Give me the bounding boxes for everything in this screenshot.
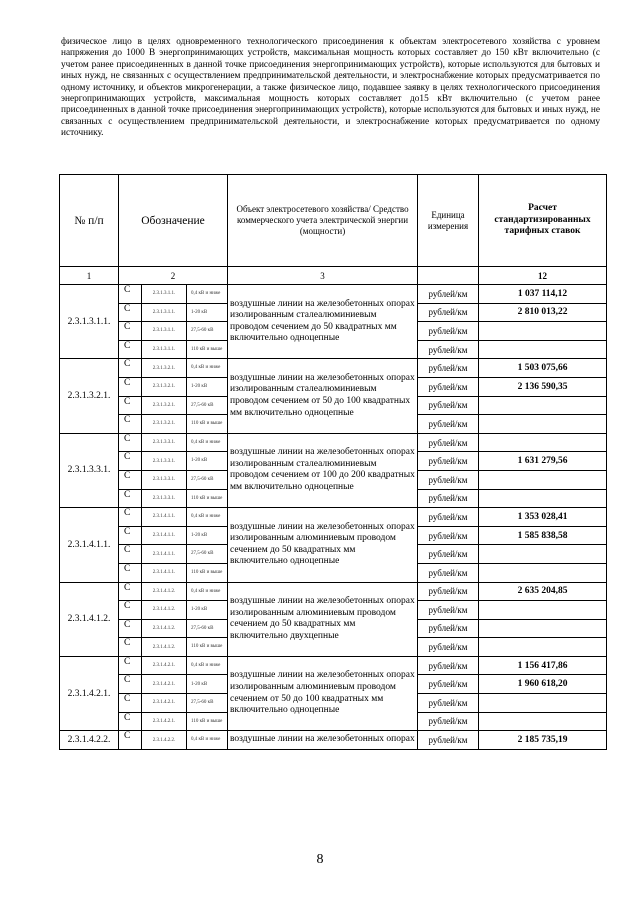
row-voltage: 27,5-60 кВ	[187, 694, 228, 713]
row-value	[479, 396, 607, 415]
table-row	[60, 508, 607, 527]
row-value	[479, 340, 607, 359]
row-voltage: 0,4 кВ и ниже	[187, 433, 228, 452]
row-voltage: 110 кВ и выше	[187, 489, 228, 508]
row-unit: рублей/км	[418, 340, 479, 359]
row-voltage: 1-20 кВ	[187, 452, 228, 471]
row-voltage: 0,4 кВ и ниже	[187, 656, 228, 675]
row-marker: С	[119, 377, 142, 396]
row-marker: С	[119, 508, 142, 527]
row-unit: рублей/км	[418, 396, 479, 415]
row-unit: рублей/км	[418, 731, 479, 750]
row-value: 1 037 114,12	[479, 285, 607, 304]
column-number: 3	[228, 267, 418, 285]
row-voltage: 110 кВ и выше	[187, 638, 228, 657]
row-subcode: 2.3.1.4.2.1.	[142, 694, 187, 713]
intro-paragraph: физическое лицо в целях одновременного технологического присоединения к объектам электросетевого хозяйства с уровнем напряжения до 1000 В энергопринимающих устройств, максимальная мощность которых составляет до 150 кВт включительно (с учетом ранее присоединенных в данной точке присоединения энергопринимающих устройств), которые используются для бытовых и иных нужд, не связанных с осуществлением предпринимательской деятельности, и электроснабжение которых предусматривается по одному источнику, и объектов микрогенерации, а также физическое лицо, подавшее заявку в целях технологического присоединения энергопринимающих устройств, максимальная мощность которых составляет до15 кВт включительно (с учетом ранее присоединенных в данной точке присоединения энергопринимающих устройств), которые используются для бытовых и иных нужд, не связанных с осуществлением предпринимательской деятельности, и электроснабжение которых предусматривается по одному источнику.	[61, 37, 600, 139]
row-subcode: 2.3.1.3.2.1.	[142, 415, 187, 434]
row-subcode: 2.3.1.3.3.1.	[142, 489, 187, 508]
row-subcode: 2.3.1.4.1.2.	[142, 638, 187, 657]
table-row	[60, 731, 607, 750]
table-row	[60, 433, 607, 452]
row-unit: рублей/км	[418, 638, 479, 657]
row-unit: рублей/км	[418, 619, 479, 638]
row-subcode: 2.3.1.4.1.2.	[142, 582, 187, 601]
row-subcode: 2.3.1.4.1.2.	[142, 619, 187, 638]
row-voltage: 0,4 кВ и ниже	[187, 508, 228, 527]
table-row	[60, 656, 607, 675]
row-unit: рублей/км	[418, 712, 479, 731]
row-unit: рублей/км	[418, 303, 479, 322]
column-number-row	[60, 267, 607, 285]
row-unit: рублей/км	[418, 656, 479, 675]
row-voltage: 27,5-60 кВ	[187, 470, 228, 489]
row-subcode: 2.3.1.4.1.1.	[142, 526, 187, 545]
row-voltage: 0,4 кВ и ниже	[187, 285, 228, 304]
row-marker: С	[119, 694, 142, 713]
row-subcode: 2.3.1.3.2.1.	[142, 359, 187, 378]
row-subcode: 2.3.1.4.1.2.	[142, 601, 187, 620]
row-value: 2 810 013,22	[479, 303, 607, 322]
row-value: 1 631 279,56	[479, 452, 607, 471]
header-designation: Обозначение	[119, 175, 228, 267]
row-voltage: 110 кВ и выше	[187, 563, 228, 582]
row-subcode: 2.3.1.4.2.1.	[142, 675, 187, 694]
row-value: 1 156 417,86	[479, 656, 607, 675]
row-unit: рублей/км	[418, 694, 479, 713]
row-subcode: 2.3.1.3.2.1.	[142, 396, 187, 415]
column-number	[418, 267, 479, 285]
row-voltage: 27,5-60 кВ	[187, 545, 228, 564]
row-marker: С	[119, 452, 142, 471]
row-voltage: 0,4 кВ и ниже	[187, 731, 228, 750]
row-value: 1 585 838,58	[479, 526, 607, 545]
row-voltage: 27,5-60 кВ	[187, 619, 228, 638]
row-subcode: 2.3.1.4.1.1.	[142, 545, 187, 564]
row-description: воздушные линии на железобетонных опорах изолированным сталеалюминиевым проводом сечением от 100 до 200 квадратных мм включительно одноцепные	[228, 433, 418, 507]
row-unit: рублей/км	[418, 322, 479, 341]
row-subcode: 2.3.1.3.2.1.	[142, 377, 187, 396]
row-marker: С	[119, 526, 142, 545]
tariff-table	[59, 174, 607, 750]
row-value	[479, 712, 607, 731]
row-value	[479, 433, 607, 452]
row-subcode: 2.3.1.4.2.1.	[142, 712, 187, 731]
row-marker: С	[119, 619, 142, 638]
column-number: 12	[479, 267, 607, 285]
header-calc: Расчет стандартизированных тарифных ставок	[479, 175, 607, 267]
row-voltage: 110 кВ и выше	[187, 340, 228, 359]
row-subcode: 2.3.1.4.1.1.	[142, 508, 187, 527]
row-code: 2.3.1.4.1.1.	[60, 508, 119, 582]
row-unit: рублей/км	[418, 452, 479, 471]
row-voltage: 27,5-60 кВ	[187, 322, 228, 341]
row-value	[479, 470, 607, 489]
row-marker: С	[119, 396, 142, 415]
row-marker: С	[119, 712, 142, 731]
row-voltage: 1-20 кВ	[187, 601, 228, 620]
row-description: воздушные линии на железобетонных опорах изолированным алюминиевым проводом сечением до 50 квадратных мм включительно двухцепные	[228, 582, 418, 656]
row-voltage: 27,5-60 кВ	[187, 396, 228, 415]
row-value: 2 136 590,35	[479, 377, 607, 396]
row-description: воздушные линии на железобетонных опорах изолированным алюминиевым проводом сечением от 50 до 100 квадратных мм включительно одноцепные	[228, 656, 418, 730]
row-marker: С	[119, 322, 142, 341]
row-description: воздушные линии на железобетонных опорах	[228, 731, 418, 750]
row-code: 2.3.1.4.2.2.	[60, 731, 119, 750]
row-unit: рублей/км	[418, 582, 479, 601]
row-subcode: 2.3.1.3.1.1.	[142, 303, 187, 322]
row-value	[479, 415, 607, 434]
row-unit: рублей/км	[418, 377, 479, 396]
row-unit: рублей/км	[418, 433, 479, 452]
row-subcode: 2.3.1.3.3.1.	[142, 433, 187, 452]
row-marker: С	[119, 340, 142, 359]
row-marker: С	[119, 415, 142, 434]
row-voltage: 110 кВ и выше	[187, 712, 228, 731]
row-value	[479, 601, 607, 620]
header-num: № п/п	[60, 175, 119, 267]
row-unit: рублей/км	[418, 359, 479, 378]
row-code: 2.3.1.4.1.2.	[60, 582, 119, 656]
row-value	[479, 619, 607, 638]
row-marker: С	[119, 359, 142, 378]
row-marker: С	[119, 489, 142, 508]
row-marker: С	[119, 563, 142, 582]
row-voltage: 110 кВ и выше	[187, 415, 228, 434]
row-subcode: 2.3.1.3.1.1.	[142, 340, 187, 359]
row-subcode: 2.3.1.4.2.1.	[142, 656, 187, 675]
row-marker: С	[119, 638, 142, 657]
row-unit: рублей/км	[418, 470, 479, 489]
row-marker: С	[119, 303, 142, 322]
row-value: 2 635 204,85	[479, 582, 607, 601]
row-unit: рублей/км	[418, 675, 479, 694]
row-subcode: 2.3.1.4.1.1.	[142, 563, 187, 582]
page-number: 8	[316, 852, 324, 867]
header-unit: Единица измерения	[418, 175, 479, 267]
row-description: воздушные линии на железобетонных опорах изолированным сталеалюминиевым проводом сечением от 50 до 100 квадратных мм включительно одноцепные	[228, 359, 418, 433]
header-object: Объект электросетевого хозяйства/ Средство коммерческого учета электрической энергии (мощности)	[228, 175, 418, 267]
row-marker: С	[119, 582, 142, 601]
row-description: воздушные линии на железобетонных опорах изолированным алюминиевым проводом сечением до 50 квадратных мм включительно одноцепные	[228, 508, 418, 582]
row-unit: рублей/км	[418, 545, 479, 564]
row-marker: С	[119, 601, 142, 620]
row-value: 1 960 618,20	[479, 675, 607, 694]
row-marker: С	[119, 675, 142, 694]
row-code: 2.3.1.3.3.1.	[60, 433, 119, 507]
row-value	[479, 638, 607, 657]
row-voltage: 1-20 кВ	[187, 526, 228, 545]
row-value: 1 503 075,66	[479, 359, 607, 378]
row-subcode: 2.3.1.3.3.1.	[142, 452, 187, 471]
row-subcode: 2.3.1.3.1.1.	[142, 285, 187, 304]
row-unit: рублей/км	[418, 285, 479, 304]
column-number: 1	[60, 267, 119, 285]
row-unit: рублей/км	[418, 489, 479, 508]
row-subcode: 2.3.1.4.2.2.	[142, 731, 187, 750]
row-code: 2.3.1.3.1.1.	[60, 285, 119, 359]
row-value	[479, 322, 607, 341]
row-unit: рублей/км	[418, 508, 479, 527]
row-value	[479, 545, 607, 564]
table-row	[60, 285, 607, 304]
header-row	[60, 175, 607, 267]
row-value	[479, 694, 607, 713]
row-voltage: 0,4 кВ и ниже	[187, 582, 228, 601]
row-unit: рублей/км	[418, 415, 479, 434]
row-subcode: 2.3.1.3.1.1.	[142, 322, 187, 341]
row-value: 1 353 028,41	[479, 508, 607, 527]
row-value	[479, 563, 607, 582]
row-code: 2.3.1.3.2.1.	[60, 359, 119, 433]
table-row	[60, 582, 607, 601]
row-marker: С	[119, 433, 142, 452]
row-marker: С	[119, 656, 142, 675]
row-voltage: 1-20 кВ	[187, 675, 228, 694]
row-voltage: 1-20 кВ	[187, 303, 228, 322]
row-value: 2 185 735,19	[479, 731, 607, 750]
row-description: воздушные линии на железобетонных опорах изолированным сталеалюминиевым проводом сечением до 50 квадратных мм включительно одноцепные	[228, 285, 418, 359]
column-number: 2	[119, 267, 228, 285]
row-marker: С	[119, 545, 142, 564]
row-unit: рублей/км	[418, 563, 479, 582]
row-value	[479, 489, 607, 508]
row-voltage: 1-20 кВ	[187, 377, 228, 396]
row-marker: С	[119, 285, 142, 304]
row-unit: рублей/км	[418, 526, 479, 545]
table-row	[60, 359, 607, 378]
row-voltage: 0,4 кВ и ниже	[187, 359, 228, 378]
row-marker: С	[119, 731, 142, 750]
row-unit: рублей/км	[418, 601, 479, 620]
row-code: 2.3.1.4.2.1.	[60, 656, 119, 730]
row-marker: С	[119, 470, 142, 489]
row-subcode: 2.3.1.3.3.1.	[142, 470, 187, 489]
